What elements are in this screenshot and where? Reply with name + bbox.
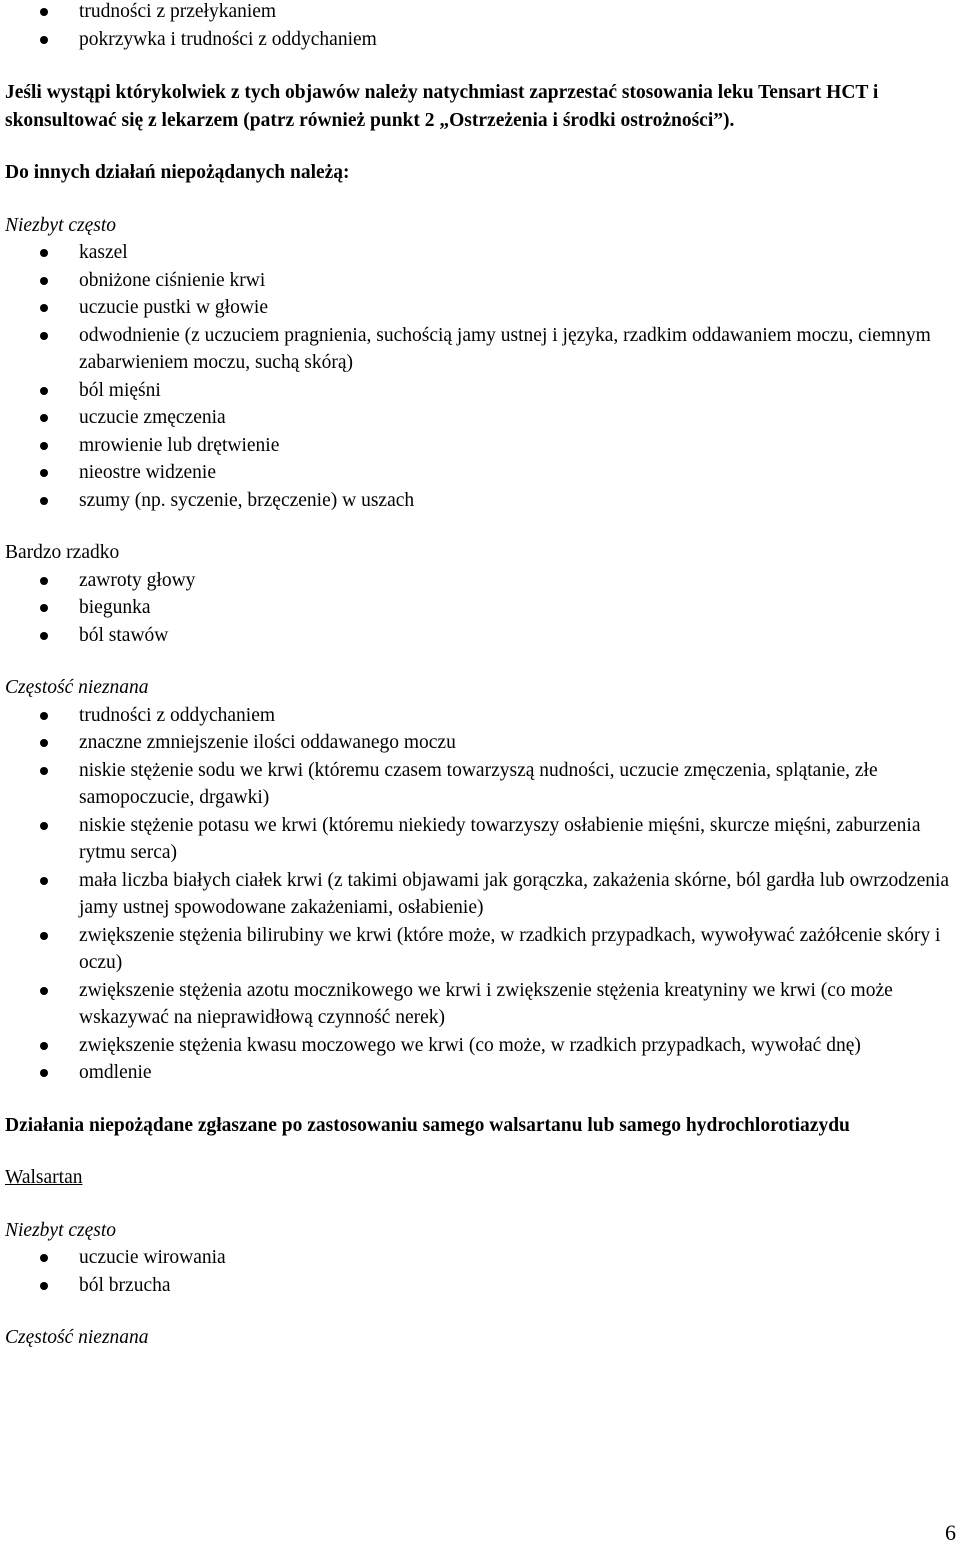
list-item: niskie stężenie potasu we krwi (któremu niekiedy towarzyszy osłabienie mięśni, skurcze mięśni, zaburzenia rytmu serca) (5, 812, 955, 867)
list-item: kaszel (5, 239, 955, 267)
list-item: ból mięśni (5, 377, 955, 405)
warning-paragraph: Jeśli wystąpi którykolwiek z tych objawów należy natychmiast zaprzestać stosowania leku Tensart HCT i skonsultować się z lekarzem (patrz również punkt 2 „Ostrzeżenia i środki ostrożności”). (5, 82, 879, 131)
document-page (5, 0, 955, 1352)
page-number: 6 (945, 1520, 956, 1545)
list-item: trudności z oddychaniem (5, 702, 955, 730)
list-item: trudności z przełykaniem (5, 0, 955, 26)
list-item: niskie stężenie sodu we krwi (któremu czasem towarzyszą nudności, uczucie zmęczenia, splątanie, złe samopoczucie, drgawki) (5, 757, 955, 812)
list-item: obniżone ciśnienie krwi (5, 267, 955, 295)
section-heading-single-substance: Działania niepożądane zgłaszane po zastosowaniu samego walsartanu lub samego hydrochlorotiazydu (5, 1114, 850, 1136)
list-item: zwiększenie stężenia bilirubiny we krwi (które może, w rzadkich przypadkach, wywoływać zażółcenie skóry i oczu) (5, 922, 955, 977)
subsection-heading-walsartan: Walsartan (5, 1167, 83, 1188)
frequency-heading-uncommon-walsartan: Niezbyt często (5, 1219, 117, 1241)
frequency-heading-unknown-walsartan: Częstość nieznana (5, 1327, 149, 1348)
list-item: uczucie zmęczenia (5, 404, 955, 432)
list-item: zwiększenie stężenia azotu mocznikowego we krwi i zwiększenie stężenia kreatyniny we krwi (co może wskazywać na nieprawidłową czynność nerek) (5, 977, 955, 1032)
list-item: omdlenie (5, 1059, 955, 1087)
list-item: pokrzywka i trudności z oddychaniem (5, 26, 955, 54)
list-item: znaczne zmniejszenie ilości oddawanego moczu (5, 729, 955, 757)
frequency-heading-very-rare: Bardzo rzadko (5, 542, 120, 563)
list-item: zwiększenie stężenia kwasu moczowego we krwi (co może, w rzadkich przypadkach, wywołać dnę) (5, 1032, 955, 1060)
list-item: uczucie pustki w głowie (5, 294, 955, 322)
unknown-frequency-effects-list (5, 702, 955, 1087)
walsartan-uncommon-list (5, 1244, 955, 1299)
list-item: ból brzucha (5, 1272, 955, 1300)
list-item: odwodnienie (z uczuciem pragnienia, suchością jamy ustnej i języka, rzadkim oddawaniem moczu, ciemnym zabarwieniem moczu, suchą skórą) (5, 322, 955, 377)
list-item: szumy (np. syczenie, brzęczenie) w uszach (5, 487, 955, 515)
list-item: ból stawów (5, 622, 955, 650)
list-item: nieostre widzenie (5, 459, 955, 487)
frequency-heading-uncommon: Niezbyt często (5, 214, 117, 236)
list-item: mała liczba białych ciałek krwi (z takimi objawami jak gorączka, zakażenia skórne, ból gardła lub owrzodzenia jamy ustnej spowodowane zakażeniami, osłabienie) (5, 867, 955, 922)
list-item: mrowienie lub drętwienie (5, 432, 955, 460)
very-rare-effects-list (5, 567, 955, 650)
list-item: zawroty głowy (5, 567, 955, 595)
other-effects-heading: Do innych działań niepożądanych należą: (5, 162, 350, 183)
list-item: uczucie wirowania (5, 1244, 955, 1272)
uncommon-effects-list (5, 239, 955, 514)
top-symptom-list (5, 0, 955, 53)
frequency-heading-unknown: Częstość nieznana (5, 677, 149, 698)
list-item: biegunka (5, 594, 955, 622)
